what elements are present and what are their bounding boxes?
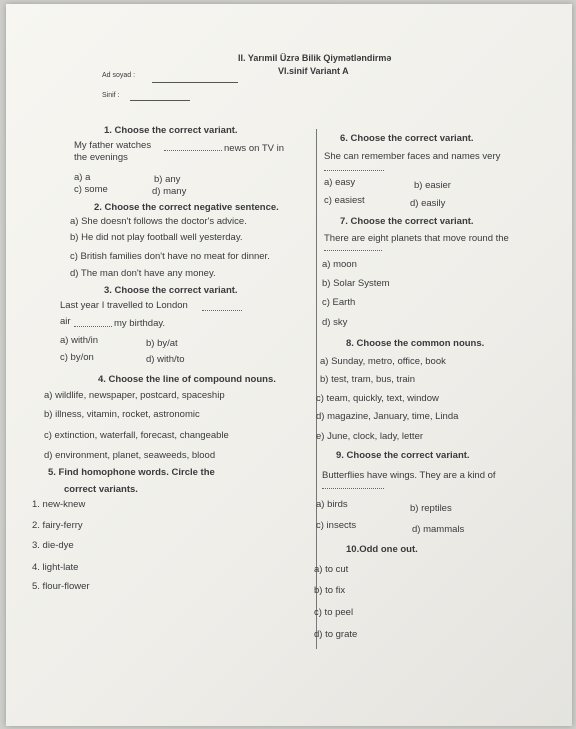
q3-option-d: d) with/to xyxy=(146,354,185,365)
q7-blank xyxy=(324,250,382,251)
q9-option-a: a) birds xyxy=(316,499,348,510)
q2-option-b: b) He did not play football well yesterday. xyxy=(70,232,243,243)
name-label: Ad soyad : xyxy=(102,72,136,79)
q1-blank xyxy=(164,150,222,151)
q6-option-c: c) easiest xyxy=(324,195,365,206)
q7-option-a: a) moon xyxy=(322,259,357,270)
q2-option-c: c) British families don't have no meat for dinner. xyxy=(70,251,270,262)
q3-option-c: c) by/on xyxy=(60,352,94,363)
q1-text-a: My father watches xyxy=(74,140,152,151)
q6-option-b: b) easier xyxy=(414,180,451,191)
worksheet-page xyxy=(6,4,572,726)
q8-heading: 8. Choose the common nouns. xyxy=(346,338,485,349)
q2-option-a: a) She doesn't follows the doctor's advice. xyxy=(70,216,247,227)
q4-option-c: c) extinction, waterfall, forecast, changeable xyxy=(44,430,229,441)
q6-option-d: d) easily xyxy=(410,198,446,209)
q10-option-a: a) to cut xyxy=(314,564,349,575)
q7-heading: 7. Choose the correct variant. xyxy=(340,216,474,227)
q7-text: There are eight planets that move round the xyxy=(324,233,509,244)
exam-subtitle: VI.sinif Variant A xyxy=(278,66,349,76)
q8-option-e: e) June, clock, lady, letter xyxy=(316,431,424,442)
q1-text-c: the evenings xyxy=(74,152,128,163)
q1-option-b: b) any xyxy=(154,174,181,185)
q3-text-b: air xyxy=(60,316,71,327)
q10-option-c: c) to peel xyxy=(314,607,354,618)
q1-text-b: news on TV in xyxy=(224,143,285,154)
q1-option-a: a) a xyxy=(74,172,91,183)
q3-text-c: my birthday. xyxy=(114,318,166,329)
exam-title: II. Yarımil Üzrə Bilik Qiymətləndirmə xyxy=(238,53,392,63)
q3-heading: 3. Choose the correct variant. xyxy=(104,285,238,296)
q3-option-b: b) by/at xyxy=(146,338,178,349)
class-label: Sinif : xyxy=(102,92,120,99)
q5-heading-2: correct variants. xyxy=(64,484,138,495)
q2-option-d: d) The man don't have any money. xyxy=(70,268,216,279)
q8-option-a: a) Sunday, metro, office, book xyxy=(320,356,446,367)
q5-heading-1: 5. Find homophone words. Circle the xyxy=(48,467,215,478)
q1-option-c: c) some xyxy=(74,184,108,195)
q9-option-d: d) mammals xyxy=(412,524,465,535)
q5-item-1: 1. new-knew xyxy=(32,499,86,510)
q10-heading: 10.Odd one out. xyxy=(346,544,418,555)
q4-heading: 4. Choose the line of compound nouns. xyxy=(98,374,276,385)
q10-option-b: b) to fix xyxy=(314,585,346,596)
q8-option-c: c) team, quickly, text, window xyxy=(316,393,439,404)
q7-option-b: b) Solar System xyxy=(322,278,390,289)
q6-text: She can remember faces and names very xyxy=(324,151,501,162)
q2-heading: 2. Choose the correct negative sentence. xyxy=(94,202,279,213)
q9-option-c: c) insects xyxy=(316,520,357,531)
q3-blank-1 xyxy=(202,310,242,311)
q5-item-3: 3. die-dye xyxy=(32,540,74,551)
q1-heading: 1. Choose the correct variant. xyxy=(104,125,238,136)
q8-option-d: d) magazine, January, time, Linda xyxy=(316,411,459,422)
q6-option-a: a) easy xyxy=(324,177,356,188)
q9-heading: 9. Choose the correct variant. xyxy=(336,450,470,461)
q6-heading: 6. Choose the correct variant. xyxy=(340,133,474,144)
q3-option-a: a) with/in xyxy=(60,335,99,346)
q4-option-b: b) illness, vitamin, rocket, astronomic xyxy=(44,409,200,420)
q5-item-2: 2. fairy-ferry xyxy=(32,520,83,531)
q3-text-a: Last year I travelled to London xyxy=(60,300,188,311)
q8-option-b: b) test, tram, bus, train xyxy=(320,374,416,385)
q10-option-d: d) to grate xyxy=(314,629,358,640)
q5-item-4: 4. light-late xyxy=(32,562,79,573)
name-line xyxy=(152,82,238,83)
q4-option-d: d) environment, planet, seaweeds, blood xyxy=(44,450,216,461)
q4-option-a: a) wildlife, newspaper, postcard, spaceship xyxy=(44,390,225,401)
q7-option-d: d) sky xyxy=(322,317,348,328)
q9-blank xyxy=(322,488,384,489)
q7-option-c: c) Earth xyxy=(322,297,356,308)
class-line xyxy=(130,100,190,101)
q3-blank-2 xyxy=(74,326,112,327)
q6-blank xyxy=(324,170,384,171)
q9-option-b: b) reptiles xyxy=(410,503,452,514)
q9-text: Butterflies have wings. They are a kind of xyxy=(322,470,496,481)
q5-item-5: 5. flour-flower xyxy=(32,581,90,592)
q1-option-d: d) many xyxy=(152,186,187,197)
